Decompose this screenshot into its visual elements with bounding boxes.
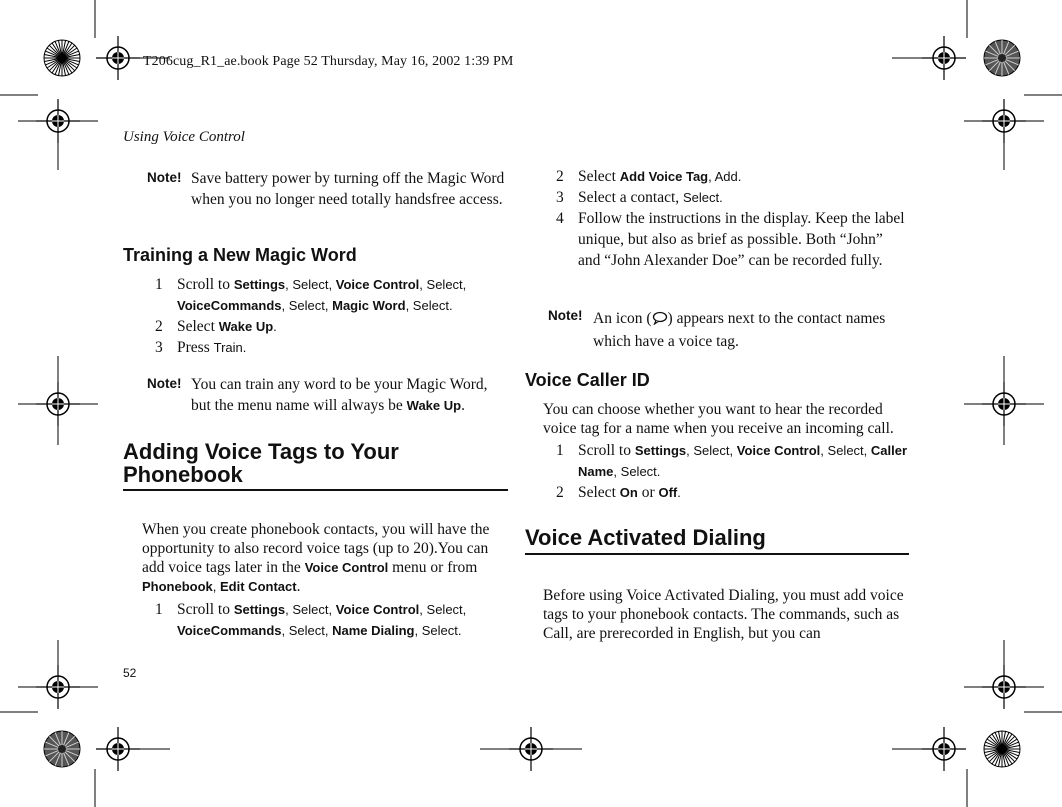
adding-step-1: 1 Scroll to Settings, Select, Voice Control, Select, VoiceCommands, Select, Name Dialing, Select. [155, 601, 467, 638]
note-label: Note! [147, 170, 182, 185]
step-number: 2 [155, 318, 163, 335]
adding-voice-tags-paragraph: When you create phonebook contacts, you will have the opportunity to also record voice tags (up to 20).You can add voice tags later in the Voice Control menu or from Phonebook, Edit Contact. [142, 521, 490, 595]
step-number: 4 [556, 210, 564, 227]
heading-adding-voice-tags: Adding Voice Tags to Your Phonebook [123, 439, 399, 487]
heading-rule [123, 489, 508, 491]
page-number: 52 [123, 666, 137, 680]
adding-step-2: 2 Select Add Voice Tag, Add. [556, 168, 742, 185]
step-number: 1 [155, 601, 163, 618]
step-number: 1 [556, 442, 564, 459]
heading-voice-caller-id: Voice Caller ID [525, 370, 650, 390]
adding-step-4 [556, 208, 916, 292]
step-number: 1 [155, 276, 163, 293]
training-step-3: 3 Press Train. [155, 339, 247, 356]
heading-rule [525, 553, 909, 555]
caller-id-step-2: 2 Select On or Off. [556, 484, 681, 501]
running-head: Using Voice Control [123, 129, 245, 145]
step-number: 3 [556, 189, 564, 206]
heading-voice-activated-dialing: Voice Activated Dialing [525, 525, 766, 550]
training-step-2: 2 Select Wake Up. [155, 318, 277, 335]
note-voice-icon-text: An icon ( ) appears next to the contact names which have a voice tag. [593, 310, 886, 350]
voice-caller-id-paragraph: You can choose whether you want to hear the recorded voice tag for a name when you receive an incoming call. [543, 401, 894, 437]
heading-training-magic-word: Training a New Magic Word [123, 245, 357, 265]
note-wake-up-text: You can train any word to be your Magic Word, but the menu name will always be Wake Up. [191, 376, 488, 414]
step-4-text: Follow the instructions in the display. Keep the label unique, but also as brief as possible. Both “John” and “John Alexander Doe” can be recorded fully. [578, 210, 905, 269]
note-battery-text: Save battery power by turning off the Magic Word when you no longer need totally handsfree access. [191, 170, 505, 208]
caller-id-step-1: 1 Scroll to Settings, Select, Voice Control, Select, Caller Name, Select. [556, 442, 908, 479]
training-step-1: 1 Scroll to Settings, Select, Voice Control, Select, VoiceCommands, Select, Magic Word, Select. [155, 276, 467, 313]
voice-tag-icon [652, 310, 668, 331]
step-number: 2 [556, 168, 564, 185]
adding-step-3: 3 Select a contact, Select. [556, 189, 723, 206]
note-label: Note! [548, 308, 583, 323]
file-stamp: T206cug_R1_ae.book Page 52 Thursday, May 16, 2002 1:39 PM [143, 54, 514, 69]
voice-activated-dialing-paragraph: Before using Voice Activated Dialing, you must add voice tags to your phonebook contacts. The commands, such as Call, are prerecorded in English, but you can [543, 587, 904, 642]
note-label: Note! [147, 376, 182, 391]
step-number: 2 [556, 484, 564, 501]
step-number: 3 [155, 339, 163, 356]
